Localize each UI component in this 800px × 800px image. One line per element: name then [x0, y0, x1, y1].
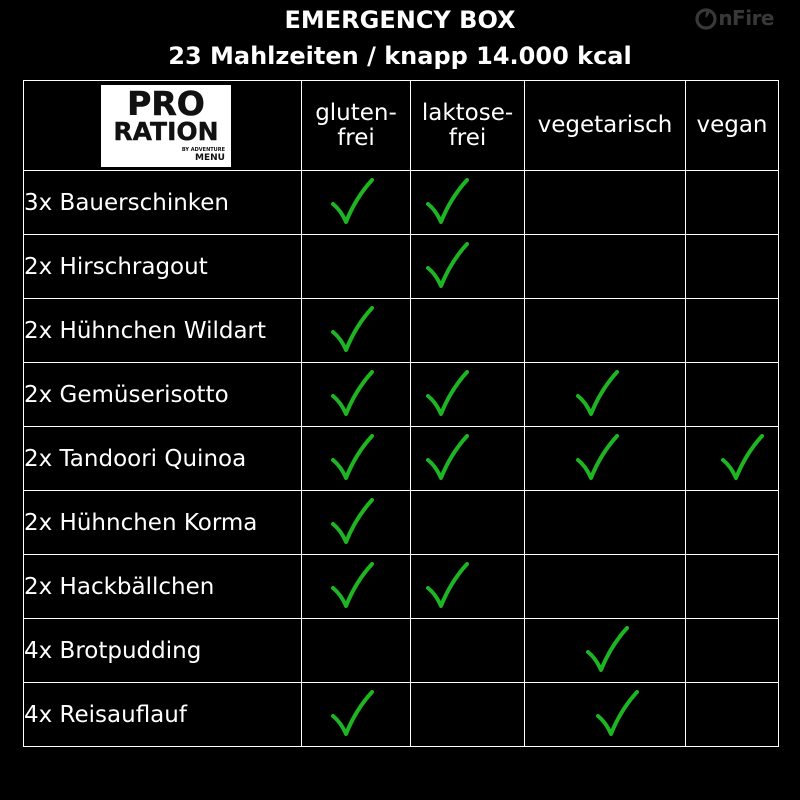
header-line: frei	[448, 124, 487, 151]
checkmark-icon	[330, 369, 374, 419]
checkmark-icon	[575, 369, 619, 419]
watermark-text: nFire	[718, 6, 774, 30]
page-title: EMERGENCY BOX	[284, 6, 516, 34]
meal-name: 2x Hirschragout	[24, 235, 302, 299]
column-header-laktosefrei	[411, 81, 525, 171]
diet-cell	[411, 363, 525, 427]
diet-cell	[411, 555, 525, 619]
header-line: vegetarisch	[537, 112, 673, 138]
checkmark-icon	[425, 241, 469, 291]
checkmark-icon	[330, 433, 374, 483]
diet-cell	[302, 619, 411, 683]
diet-cell	[411, 491, 525, 555]
diet-cell	[525, 299, 686, 363]
diet-cell	[302, 427, 411, 491]
diet-cell	[686, 491, 779, 555]
flame-power-icon	[694, 6, 718, 30]
diet-cell	[302, 235, 411, 299]
meal-name: 4x Reisauflauf	[24, 683, 302, 747]
logo-by: BY ADVENTURE	[181, 146, 225, 153]
checkmark-icon	[575, 433, 619, 483]
diet-cell	[525, 427, 686, 491]
checkmark-icon	[330, 177, 374, 227]
onfire-watermark	[694, 6, 774, 30]
table-row	[24, 363, 779, 427]
checkmark-icon	[585, 625, 629, 675]
diet-cell	[525, 235, 686, 299]
diet-cell	[525, 683, 686, 747]
diet-cell	[302, 555, 411, 619]
checkmark-icon	[595, 689, 639, 739]
diet-cell	[302, 299, 411, 363]
diet-cell	[686, 171, 779, 235]
table-row	[24, 491, 779, 555]
diet-table	[23, 80, 779, 747]
page-subtitle: 23 Mahlzeiten / knapp 14.000 kcal	[168, 42, 632, 70]
diet-cell	[411, 171, 525, 235]
meal-name: 2x Hühnchen Wildart	[24, 299, 302, 363]
diet-cell	[302, 171, 411, 235]
diet-cell	[302, 683, 411, 747]
checkmark-icon	[425, 177, 469, 227]
table-row	[24, 235, 779, 299]
logo-cell	[24, 81, 302, 171]
diet-cell	[686, 619, 779, 683]
diet-cell	[686, 683, 779, 747]
meal-name: 2x Tandoori Quinoa	[24, 427, 302, 491]
diet-cell	[411, 619, 525, 683]
table-row	[24, 555, 779, 619]
checkmark-icon	[425, 561, 469, 611]
diet-cell	[302, 363, 411, 427]
header-line: vegan	[696, 112, 768, 138]
checkmark-icon	[330, 305, 374, 355]
table-row	[24, 171, 779, 235]
column-header-vegan	[686, 81, 779, 171]
column-header-vegetarisch	[525, 81, 686, 171]
checkmark-icon	[425, 433, 469, 483]
checkmark-icon	[330, 497, 374, 547]
meal-name: 2x Hühnchen Korma	[24, 491, 302, 555]
header-line: laktose-	[421, 99, 514, 126]
table-row	[24, 683, 779, 747]
diet-cell	[686, 299, 779, 363]
header-line: frei	[337, 124, 375, 151]
diet-cell	[525, 171, 686, 235]
logo-line-pro: PRO	[127, 84, 205, 123]
diet-cell	[525, 555, 686, 619]
header-line: gluten-	[315, 99, 397, 126]
diet-cell	[686, 363, 779, 427]
diet-cell	[411, 299, 525, 363]
diet-cell	[525, 619, 686, 683]
diet-cell	[411, 235, 525, 299]
checkmark-icon	[330, 689, 374, 739]
table-row	[24, 427, 779, 491]
logo-line-ration: RATION	[113, 116, 219, 146]
diet-cell	[411, 427, 525, 491]
meal-name: 4x Brotpudding	[24, 619, 302, 683]
table-row	[24, 619, 779, 683]
meal-name: 3x Bauerschinken	[24, 171, 302, 235]
checkmark-icon	[330, 561, 374, 611]
checkmark-icon	[720, 433, 764, 483]
column-header-glutenfrei	[302, 81, 411, 171]
diet-cell	[411, 683, 525, 747]
logo-brand: MENU	[195, 152, 225, 163]
meal-name: 2x Hackbällchen	[24, 555, 302, 619]
diet-cell	[686, 235, 779, 299]
diet-cell	[686, 555, 779, 619]
diet-cell	[302, 491, 411, 555]
pro-ration-logo	[101, 85, 231, 167]
table-header-row	[24, 81, 779, 171]
table-row	[24, 299, 779, 363]
diet-cell	[525, 363, 686, 427]
diet-cell	[525, 491, 686, 555]
meal-name: 2x Gemüserisotto	[24, 363, 302, 427]
checkmark-icon	[425, 369, 469, 419]
diet-cell	[686, 427, 779, 491]
